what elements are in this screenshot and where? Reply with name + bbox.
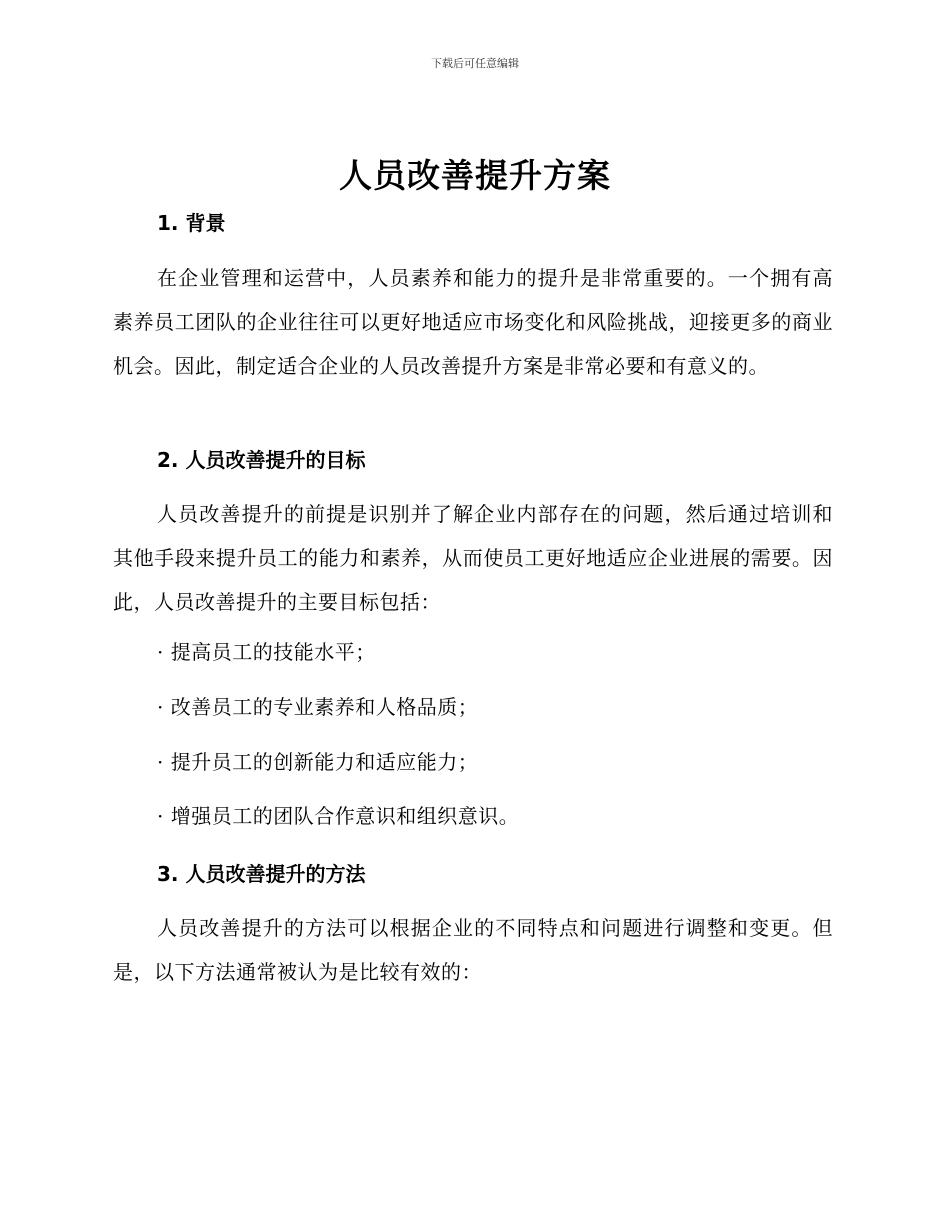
paragraph-methods: 人员改善提升的方法可以根据企业的不同特点和问题进行调整和变更。但是，以下方法通常被认为是比较有效的： [113,916,833,984]
document-title: 人员改善提升方案 [339,156,611,195]
section-heading-methods: 3. 人员改善提升的方法 [157,862,366,886]
bullet-item: · 改善员工的专业素养和人格品质； [157,695,479,719]
section-heading-background: 1. 背景 [157,211,226,235]
bullet-item: · 提高员工的技能水平； [157,640,376,664]
section-heading-goals: 2. 人员改善提升的目标 [157,448,366,472]
bullet-item: · 提升员工的创新能力和适应能力； [157,750,479,774]
bullet-item: · 增强员工的团队合作意识和组织意识。 [157,804,520,828]
header-note: 下载后可任意编辑 [431,57,519,70]
paragraph-background: 在企业管理和运营中，人员素养和能力的提升是非常重要的。一个拥有高素养员工团队的企业往往可以更好地适应市场变化和风险挑战，迎接更多的商业机会。因此，制定适合企业的人员改善提升方案是非常必要和有意义的。 [113,266,833,378]
paragraph-goals: 人员改善提升的前提是识别并了解企业内部存在的问题，然后通过培训和其他手段来提升员工的能力和素养，从而使员工更好地适应企业进展的需要。因此，人员改善提升的主要目标包括： [113,502,833,614]
